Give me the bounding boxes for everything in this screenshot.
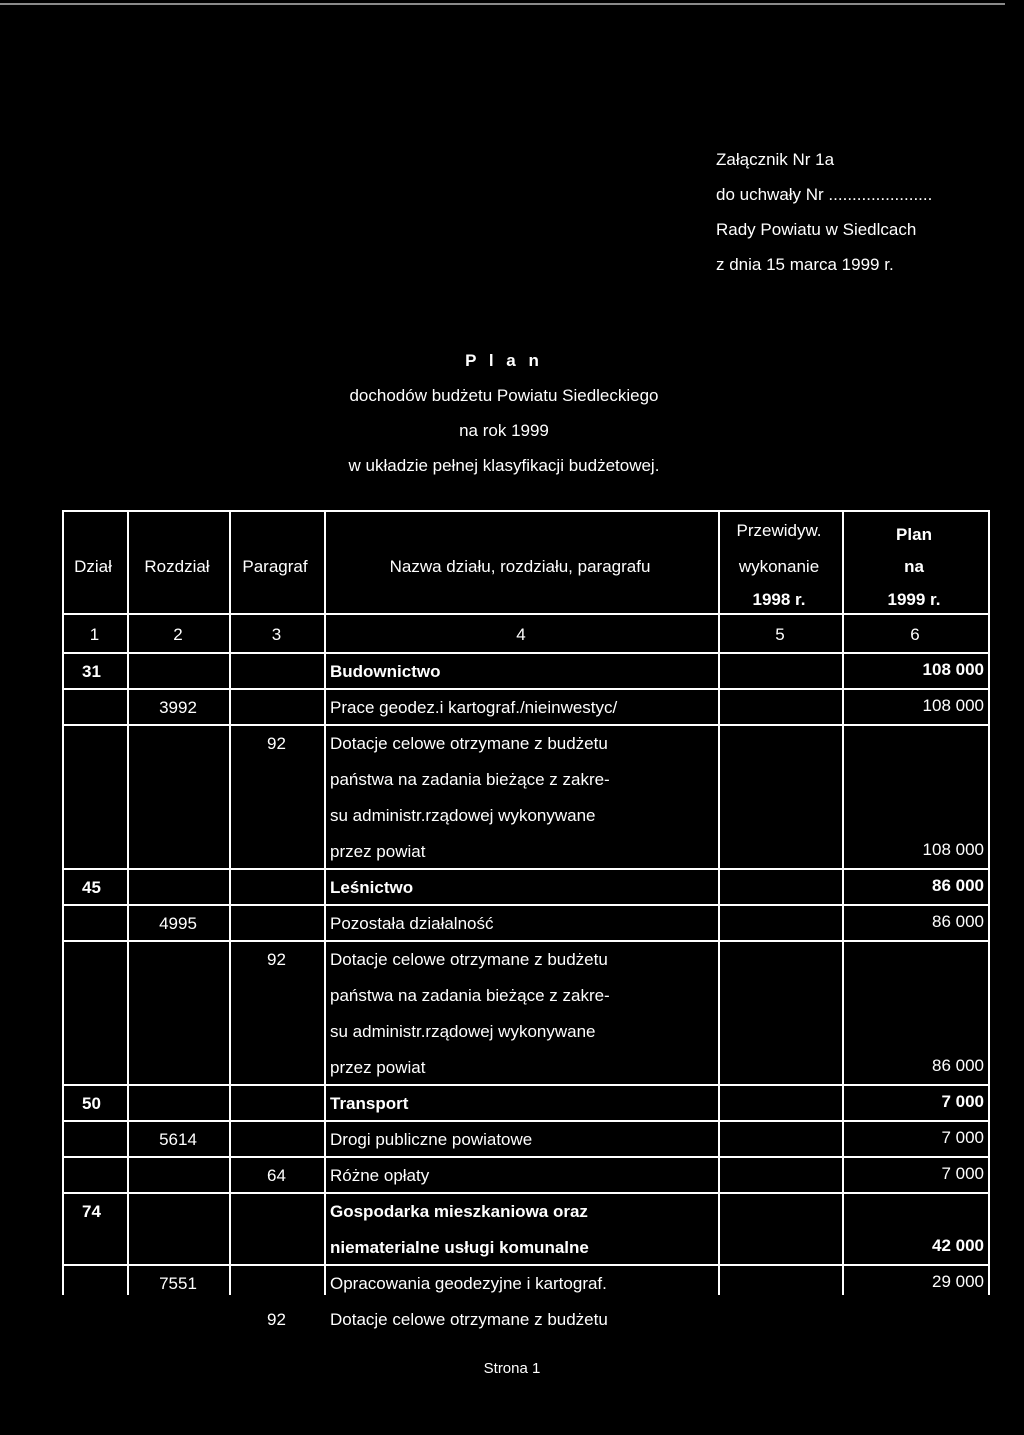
header-bottom-line xyxy=(62,613,990,615)
row-paragraf: 92 xyxy=(267,950,286,969)
row-nazwa: Pozostała działalność xyxy=(330,914,494,933)
column-number-line xyxy=(62,652,990,654)
row-nazwa: Różne opłaty xyxy=(330,1166,430,1185)
row-plan: 29 000 xyxy=(932,1272,984,1291)
column-number: 3 xyxy=(271,625,282,644)
annex-line-4: z dnia 15 marca 1999 r. xyxy=(716,255,894,274)
row-dzial: 45 xyxy=(82,878,101,897)
header-rozdzial: Rozdział xyxy=(144,557,210,576)
header-przew-1: Przewidyw. xyxy=(736,521,822,540)
row-plan: 108 000 xyxy=(922,660,984,679)
row-line xyxy=(62,1264,990,1266)
row-rozdzial: 5614 xyxy=(159,1130,197,1149)
row-nazwa: Prace geodez.i kartograf./nieinwestyc/ xyxy=(330,698,618,717)
row-plan: 7 000 xyxy=(941,1164,984,1183)
row-line xyxy=(62,1120,990,1122)
row-rozdzial: 7551 xyxy=(159,1274,197,1293)
title-line-2: dochodów budżetu Powiatu Siedleckiego xyxy=(349,386,659,405)
row-dzial: 31 xyxy=(82,662,101,681)
row-line xyxy=(62,1156,990,1158)
row-nazwa: Gospodarka mieszkaniowa oraz xyxy=(330,1202,588,1221)
row-dzial: 50 xyxy=(82,1094,101,1113)
row-nazwa: su administr.rządowej wykonywane xyxy=(330,806,596,825)
row-paragraf: 92 xyxy=(267,734,286,753)
column-line xyxy=(62,510,64,1295)
title-line-3: na rok 1999 xyxy=(459,421,549,440)
row-nazwa: państwa na zadania bieżące z zakre- xyxy=(330,986,610,1005)
header-plan-1: Plan xyxy=(896,525,932,544)
row-dzial: 74 xyxy=(82,1202,101,1221)
header-dzial: Dział xyxy=(74,557,112,576)
row-paragraf: 64 xyxy=(267,1166,286,1185)
column-number: 2 xyxy=(173,625,183,644)
row-nazwa: niematerialne usługi komunalne xyxy=(330,1238,589,1257)
row-plan: 7 000 xyxy=(941,1092,984,1111)
row-nazwa: Dotacje celowe otrzymane z budżetu xyxy=(330,1310,608,1329)
header-plan-3: 1999 r. xyxy=(887,590,941,609)
header-nazwa: Nazwa działu, rozdziału, paragrafu xyxy=(389,557,651,576)
row-rozdzial: 4995 xyxy=(159,914,197,933)
header-przew-3: 1998 r. xyxy=(752,590,806,609)
row-plan: 7 000 xyxy=(941,1128,984,1147)
row-nazwa: Leśnictwo xyxy=(330,878,414,897)
row-nazwa: Dotacje celowe otrzymane z budżetu xyxy=(330,950,608,969)
title-line-1: P l a n xyxy=(465,351,543,370)
column-line xyxy=(324,510,326,1295)
row-line xyxy=(62,1192,990,1194)
row-plan: 108 000 xyxy=(922,840,984,859)
page-footer: Strona 1 xyxy=(483,1360,541,1377)
row-line xyxy=(62,904,990,906)
title-line-4: w układzie pełnej klasyfikacji budżetowej. xyxy=(348,456,660,475)
column-number: 1 xyxy=(89,625,100,644)
row-line xyxy=(62,688,990,690)
row-line xyxy=(62,1084,990,1086)
column-line xyxy=(229,510,231,1295)
row-line xyxy=(62,940,990,942)
row-plan: 86 000 xyxy=(932,1056,984,1075)
annex-line-2: do uchwały Nr ...................... xyxy=(716,185,933,204)
column-line xyxy=(842,510,844,1295)
annex-line-3: Rady Powiatu w Siedlcach xyxy=(716,220,917,239)
column-line xyxy=(127,510,129,1295)
header-paragraf: Paragraf xyxy=(242,557,308,576)
column-number: 5 xyxy=(775,625,785,644)
row-nazwa: Drogi publiczne powiatowe xyxy=(330,1130,533,1149)
row-line xyxy=(62,724,990,726)
row-nazwa: przez powiat xyxy=(330,842,426,861)
row-nazwa: su administr.rządowej wykonywane xyxy=(330,1022,596,1041)
row-plan: 86 000 xyxy=(932,912,984,931)
row-nazwa: Transport xyxy=(330,1094,409,1113)
row-rozdzial: 3992 xyxy=(159,698,197,717)
column-number: 4 xyxy=(516,625,526,644)
row-plan: 108 000 xyxy=(922,696,984,715)
row-nazwa: Dotacje celowe otrzymane z budżetu xyxy=(330,734,608,753)
row-nazwa: Budownictwo xyxy=(330,662,441,681)
row-nazwa: przez powiat xyxy=(330,1058,426,1077)
row-plan: 86 000 xyxy=(932,876,984,895)
column-number: 6 xyxy=(910,625,920,644)
row-line xyxy=(62,868,990,870)
row-plan: 42 000 xyxy=(932,1236,984,1255)
column-line xyxy=(718,510,720,1295)
annex-line-1: Załącznik Nr 1a xyxy=(716,150,835,169)
table-top-line xyxy=(62,510,990,512)
row-nazwa: państwa na zadania bieżące z zakre- xyxy=(330,770,610,789)
row-nazwa: Opracowania geodezyjne i kartograf. xyxy=(330,1274,607,1293)
header-przew-2: wykonanie xyxy=(738,557,820,576)
row-paragraf: 92 xyxy=(267,1310,286,1329)
column-line xyxy=(988,510,990,1295)
header-plan-2: na xyxy=(904,557,924,576)
